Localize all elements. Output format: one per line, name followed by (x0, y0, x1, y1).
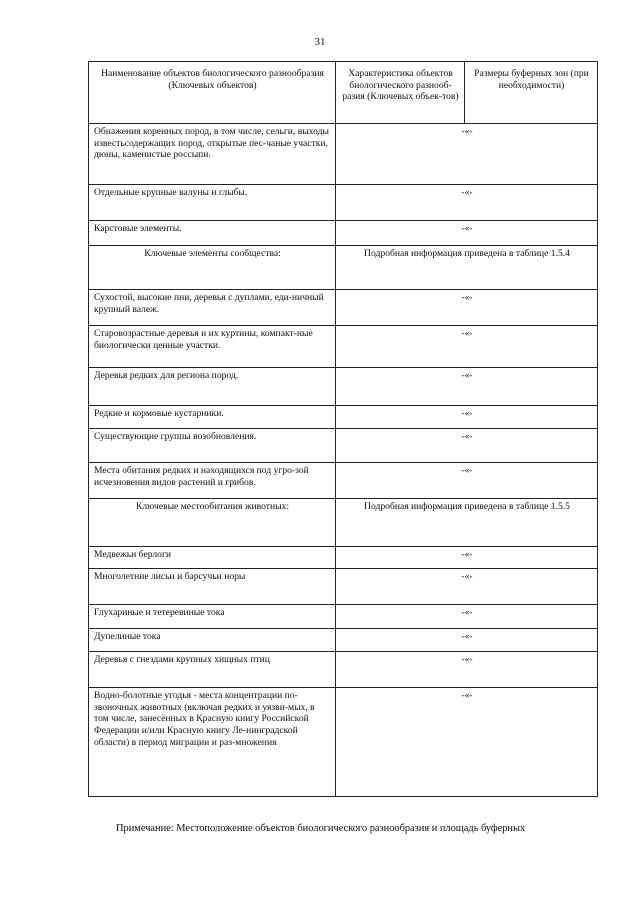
row-ditto: -«- (336, 547, 598, 569)
table-row (89, 221, 598, 246)
table-row (89, 652, 598, 688)
row-name: Медвежьи берлоги (89, 547, 336, 569)
row-name: Карстовые элементы. (89, 221, 336, 246)
row-name: Сухостой, высокие пни, деревья с дуплами, еди-ничный крупный валеж. (89, 290, 336, 326)
table-row (89, 547, 598, 569)
row-ditto: -«- (336, 368, 598, 406)
row-ditto: -«- (336, 326, 598, 368)
table-row (89, 124, 598, 185)
section-info: Подробная информация приведена в таблице 1.5.5 (336, 499, 598, 547)
table-row (89, 569, 598, 605)
table-row (89, 368, 598, 406)
table-row (89, 688, 598, 797)
section-row (89, 246, 598, 290)
row-ditto: -«- (336, 569, 598, 605)
table-row (89, 463, 598, 499)
row-name: Редкие и кормовые кустарники. (89, 406, 336, 429)
row-name: Старовозрастные деревья и их куртины, компакт-ные биологически ценные участки. (89, 326, 336, 368)
page-number: 31 (314, 36, 326, 48)
footnote: Примечание: Местоположение объектов биологического разнообразия и площадь буферных (116, 823, 526, 834)
row-ditto: -«- (336, 605, 598, 629)
row-ditto: -«- (336, 652, 598, 688)
row-ditto: -«- (336, 221, 598, 246)
row-name: Многолетние лисьи и барсучьи норы (89, 569, 336, 605)
row-name: Отдельные крупные валуны и глыбы. (89, 185, 336, 221)
row-name: Водно-болотные угодья - места концентрации по-звоночных животных (включая редких и уязви-мых, в том числе, занесённых в Красную книгу Российской Федерации и/или Красную книгу Ле-нинградской области) в период миграции и раз-множения (89, 688, 336, 797)
table-row (89, 406, 598, 429)
row-ditto: -«- (336, 185, 598, 221)
row-name: Места обитания редких и находящихся под угро-зой исчезновения видов растений и грибов. (89, 463, 336, 499)
row-name: Деревья с гнездами крупных хищных птиц (89, 652, 336, 688)
row-name: Глухариные и тетеревиные тока (89, 605, 336, 629)
table-row (89, 290, 598, 326)
row-name: Деревья редких для региона пород. (89, 368, 336, 406)
table-row (89, 605, 598, 629)
header-name: Наименование объектов биологического разнообразия (Ключевых объектов) (89, 62, 336, 124)
row-ditto: -«- (336, 688, 598, 797)
section-info: Подробная информация приведена в таблице 1.5.4 (336, 246, 598, 290)
row-ditto: -«- (336, 429, 598, 463)
biodiversity-table (88, 61, 598, 797)
section-row (89, 499, 598, 547)
row-ditto: -«- (336, 406, 598, 429)
table-body (89, 124, 598, 797)
row-ditto: -«- (336, 629, 598, 652)
table-row (89, 185, 598, 221)
table-row (89, 326, 598, 368)
header-characteristics: Характеристика объектов биологического разнооб-разия (Ключевых объек-тов) (336, 62, 465, 124)
table-header-row (89, 62, 598, 124)
section-title: Ключевые элементы сообщества: (89, 246, 336, 290)
row-ditto: -«- (336, 124, 598, 185)
row-ditto: -«- (336, 463, 598, 499)
row-name: Дупелиные тока (89, 629, 336, 652)
row-name: Обнажения коренных пород, в том числе, сельги, выходы известьсодержащих пород, открытые пес-чаные участки, дюны, каменистые россыпи. (89, 124, 336, 185)
row-ditto: -«- (336, 290, 598, 326)
table-row (89, 629, 598, 652)
section-title: Ключевые местообитания животных: (89, 499, 336, 547)
header-buffer-zones: Размеры буферных зон (при необходимости) (465, 62, 598, 124)
table-row (89, 429, 598, 463)
row-name: Существующие группы возобновления. (89, 429, 336, 463)
